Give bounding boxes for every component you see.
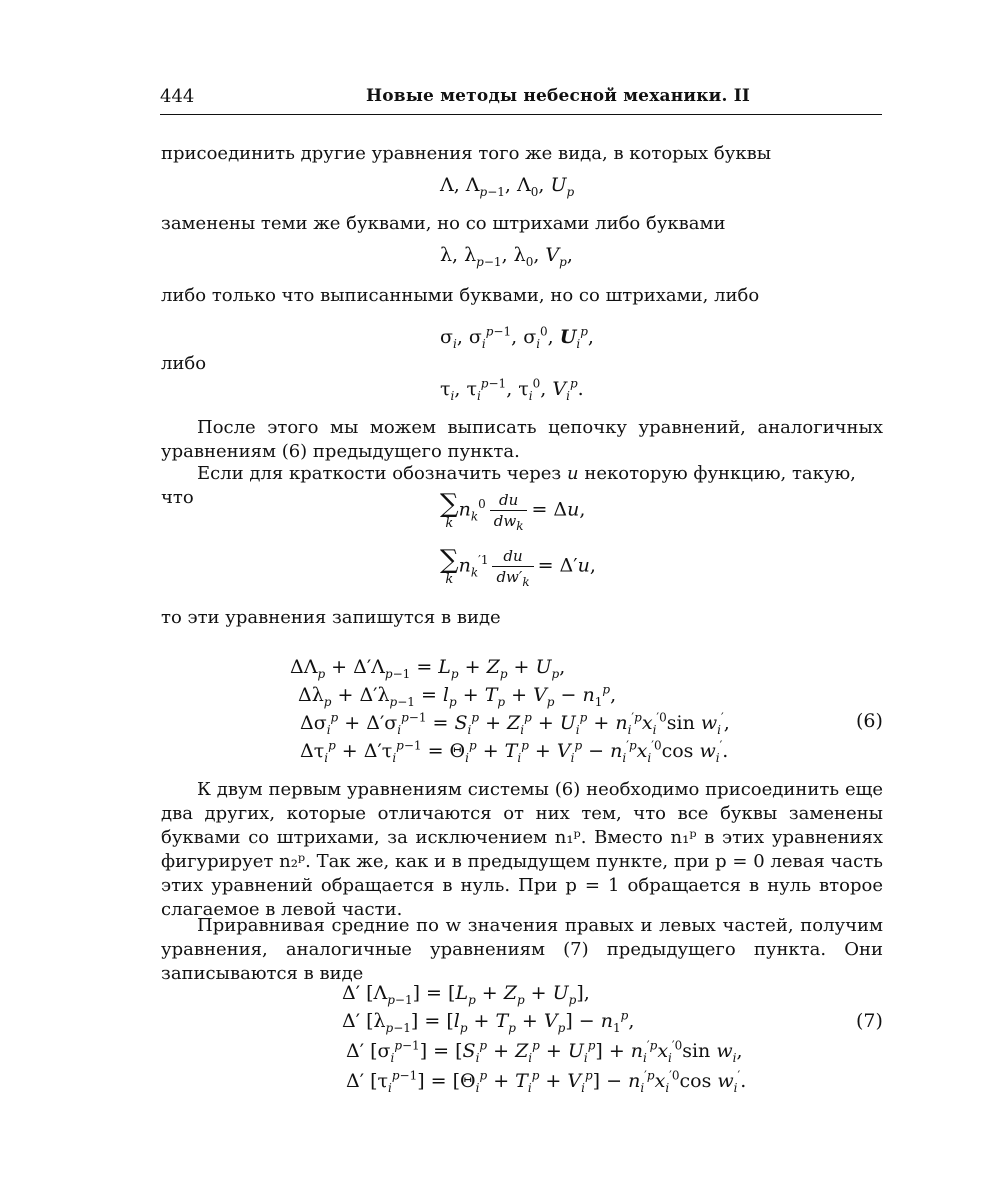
paragraph-8-text: К двум первым уравнениям системы (6) необходимо присоединить еще два других, которые отличаются от них тем, что все буквы заменены буквами со штрихами, за исключением n₁ᵖ. Вместо n₁ᵖ в этих уравнениях фигурирует n₂ᵖ. Так же, как и в предыдущем пункте, при p = 0 левая часть этих уравнений обращается в нуль. При p = 1 обращается в нуль второе слагаемое в левой части. (161, 779, 883, 920)
formula-capital-lambdas (440, 174, 575, 199)
formula-sigmas (440, 324, 594, 351)
formula-delta-prime-u: ∑ k $n_k^{'1}$ $\frac{du}{dw'_k}$ = Δ′u, (440, 544, 596, 589)
sum-sign: ∑ k (440, 488, 459, 531)
paragraph-2: заменены теми же буквами, но со штрихами либо буквами (161, 213, 726, 234)
equation-7-line-3: Δ′ $[\sigma_i^{p-1}] = [S_i^p + Z_i^p + U_i^p] + n_i^{'p}x_i^{'0}\sin$ $w_i$, (346, 1038, 743, 1065)
header-rule (160, 114, 882, 115)
formula-2-text: λ, $\lambda_{p-1}$, $\lambda_0$, $V_p$, (440, 244, 573, 269)
paragraph-7: то эти уравнения запишутся в виде (161, 607, 501, 628)
equation-number-6: (6) (856, 710, 883, 732)
formula-delta-u: ∑ k $n_k^0$ $\frac{du}{dw_k}$ = Δu, (440, 488, 586, 533)
page-number: 444 (160, 86, 195, 107)
paragraph-1: присоединить другие уравнения того же вида, в которых буквы (161, 143, 772, 164)
paragraph-4: либо (161, 353, 207, 374)
equation-number-7: (7) (856, 1010, 883, 1032)
paragraph-9: Приравнивая средние по w значения правых и левых частей, получим уравнения, аналогичные уравнениям (7) предыдущего пункта. Они записываются в виде (161, 915, 883, 984)
formula-4-text: $\tau_i$, $\tau_i^{p-1}$, $\tau_i^0$, $V_i^p$. (440, 376, 584, 403)
equation-6-line-4: $\Delta\tau_i^p + \Delta'\tau_i^{p-1} = \Theta_i^p + T_i^p + V_i^p - n_i^{'p}x_i^{'0}\cos$ $w_i'$. (300, 738, 729, 765)
variable-u: u (567, 463, 579, 484)
paragraph-8 (161, 778, 883, 922)
formula-3-text: $\sigma_i$, $\sigma_i^{p-1}$, $\sigma_i^0$, $U_i^p$, (440, 324, 594, 351)
formula-1-text: Λ, $\Lambda_{p-1}$, $\Lambda_0$, $U_p$ (440, 174, 575, 199)
fraction-du-dwk-prime: $\frac{du}{dw'_k}$ (492, 546, 533, 587)
sum-sign: ∑ k (440, 544, 459, 587)
equation-7-line-4: Δ′ $[\tau_i^{p-1}] = [\Theta_i^p + T_i^p + V_i^p] - n_i^{'p}x_i^{'0}\cos$ $w_i'$. (346, 1068, 747, 1095)
paragraph-5: После этого мы можем выписать цепочку уравнений, аналогичных уравнениям (6) предыдущего пункта. (161, 417, 883, 462)
formula-small-lambdas (440, 244, 573, 269)
equation-7-line-1: Δ′ $[\Lambda_{p-1}] = [L_p + Z_p + U_p]$, (342, 982, 590, 1007)
running-title: Новые методы небесной механики. II (366, 86, 751, 106)
formula-taus (440, 376, 584, 403)
fraction-du-dwk: $\frac{du}{dw_k}$ (490, 490, 528, 531)
equation-7-line-2: Δ′ $[\lambda_{p-1}] = [l_p + T_p + V_p] - n_1^p$, (342, 1008, 635, 1035)
equation-6-line-2: $\Delta\lambda_p + \Delta'\lambda_{p-1} = l_p + T_p + V_p - n_1^p$, (298, 682, 617, 709)
page-header (160, 86, 880, 112)
equation-6-line-1: $\Delta\Lambda_p + \Delta'\Lambda_{p-1} = L_p + Z_p + U_p$, (290, 656, 566, 681)
paragraph-6-part-b: некоторую функцию, такую, что (161, 463, 856, 508)
paragraph-3: либо только что выписанными буквами, но со штрихами, либо (161, 285, 760, 306)
equation-6-line-3: $\Delta\sigma_i^p + \Delta'\sigma_i^{p-1} = S_i^p + Z_i^p + U_i^p + n_i^{'p}x_i^{'0}\sin$ $w_i'$, (300, 710, 730, 737)
paragraph-6-part-a: Если для краткости обозначить через (197, 463, 562, 484)
